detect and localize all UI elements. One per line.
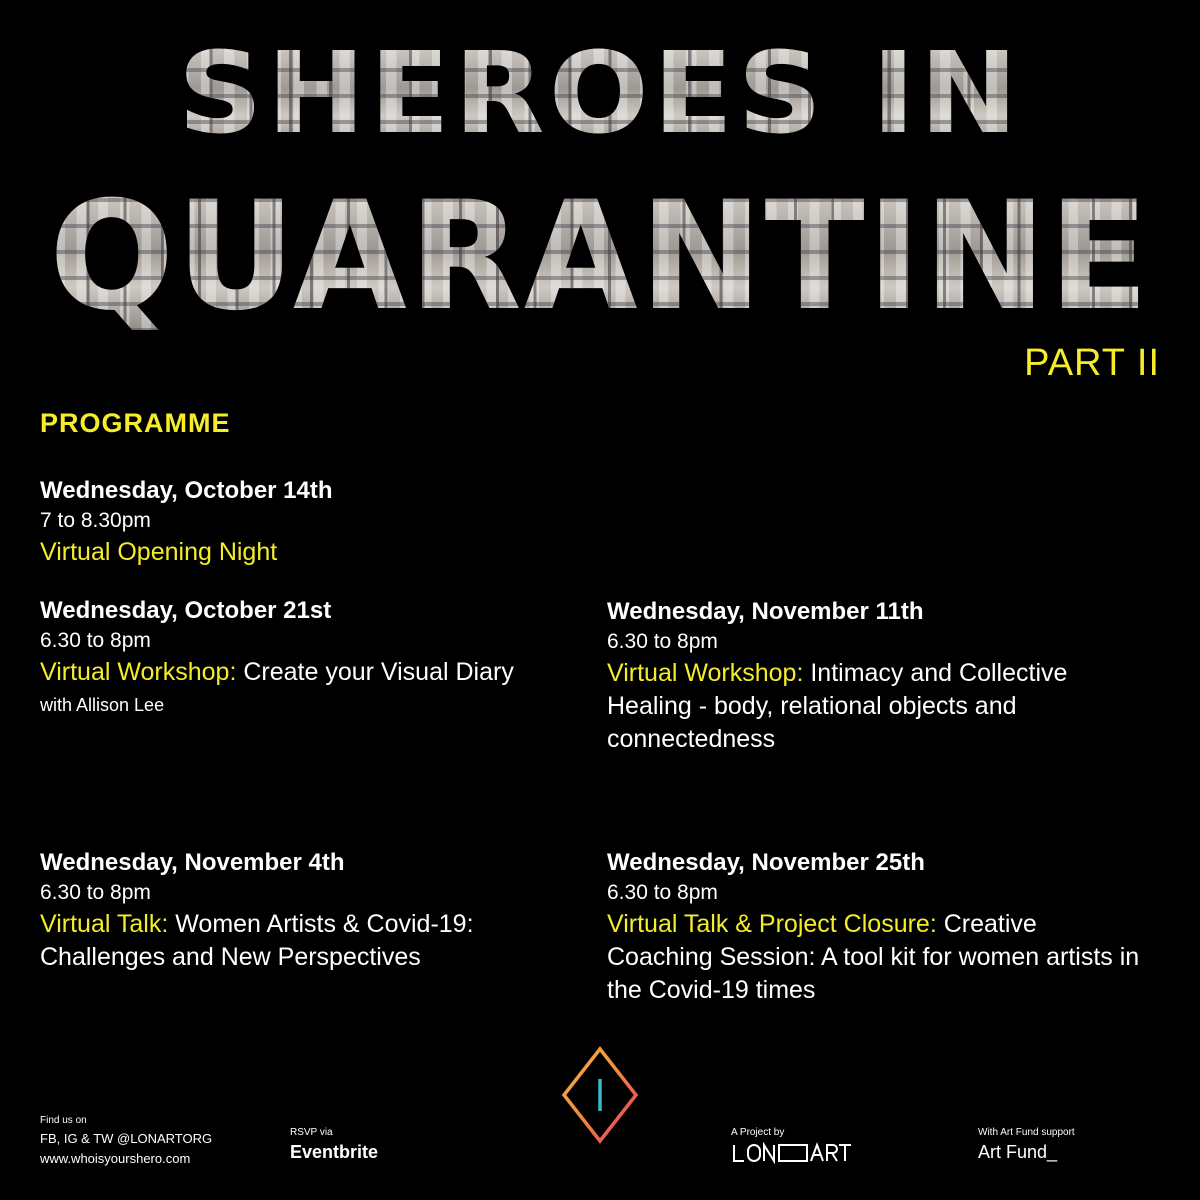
event-type: Virtual Workshop: xyxy=(40,658,237,686)
event-type: Virtual Workshop: xyxy=(607,659,804,687)
event-date: Wednesday, October 21st xyxy=(40,597,332,624)
event-type: Virtual Opening Night xyxy=(40,538,278,566)
diamond-logo-icon xyxy=(560,1045,640,1150)
title-line-2: QUARANTINE xyxy=(12,182,1188,332)
event-description xyxy=(40,536,580,569)
event-time: 6.30 to 8pm xyxy=(40,629,151,652)
event-date: Wednesday, November 4th xyxy=(40,849,345,876)
art-fund-block xyxy=(978,1127,1075,1163)
event-type: Virtual Talk & Project Closure: xyxy=(607,910,937,938)
event-time: 6.30 to 8pm xyxy=(607,630,718,653)
event-title: Women Artists & Covid-19: Challenges and New Perspectives xyxy=(40,910,474,971)
find-us-block xyxy=(40,1113,212,1169)
event-date: Wednesday, November 11th xyxy=(607,598,924,625)
project-by-label: A Project by xyxy=(731,1127,785,1138)
eventbrite-link[interactable]: Eventbrite xyxy=(290,1142,379,1162)
art-fund-logo[interactable]: Art Fund_ xyxy=(978,1142,1058,1162)
find-us-label: Find us on xyxy=(40,1115,87,1126)
event-item xyxy=(40,848,580,974)
part-label: PART II xyxy=(1024,342,1160,384)
title-line-1: SHEROES IN xyxy=(0,38,1200,150)
event-item xyxy=(607,597,1147,756)
event-title: Create your Visual Diary xyxy=(243,658,514,686)
rsvp-label: RSVP via xyxy=(290,1127,333,1138)
event-type: Virtual Talk: xyxy=(40,910,169,938)
event-item xyxy=(40,596,580,716)
event-title: Creative Coaching Session: A tool kit for women artists in the Covid-19 times xyxy=(607,910,1140,1004)
event-time: 6.30 to 8pm xyxy=(40,881,151,904)
rsvp-block xyxy=(290,1127,378,1163)
website-link[interactable]: www.whoisyourshero.com xyxy=(40,1151,191,1166)
event-date: Wednesday, October 14th xyxy=(40,477,333,504)
social-handles[interactable]: FB, IG & TW @LONARTORG xyxy=(40,1131,213,1146)
event-item xyxy=(607,848,1147,1007)
event-item xyxy=(40,476,580,569)
event-description xyxy=(40,908,580,974)
event-title: Intimacy and Collective Healing - body, relational objects and connectedness xyxy=(607,659,1068,753)
event-description xyxy=(40,656,580,689)
event-time: 6.30 to 8pm xyxy=(607,881,718,904)
lonart-logo[interactable] xyxy=(731,1142,853,1169)
programme-heading: PROGRAMME xyxy=(40,408,231,438)
event-time: 7 to 8.30pm xyxy=(40,509,151,532)
event-date: Wednesday, November 25th xyxy=(607,849,925,876)
event-description xyxy=(607,657,1147,756)
event-description xyxy=(607,908,1147,1007)
event-host: with Allison Lee xyxy=(40,695,165,715)
art-fund-label: With Art Fund support xyxy=(978,1127,1075,1138)
project-by-block xyxy=(731,1127,853,1169)
